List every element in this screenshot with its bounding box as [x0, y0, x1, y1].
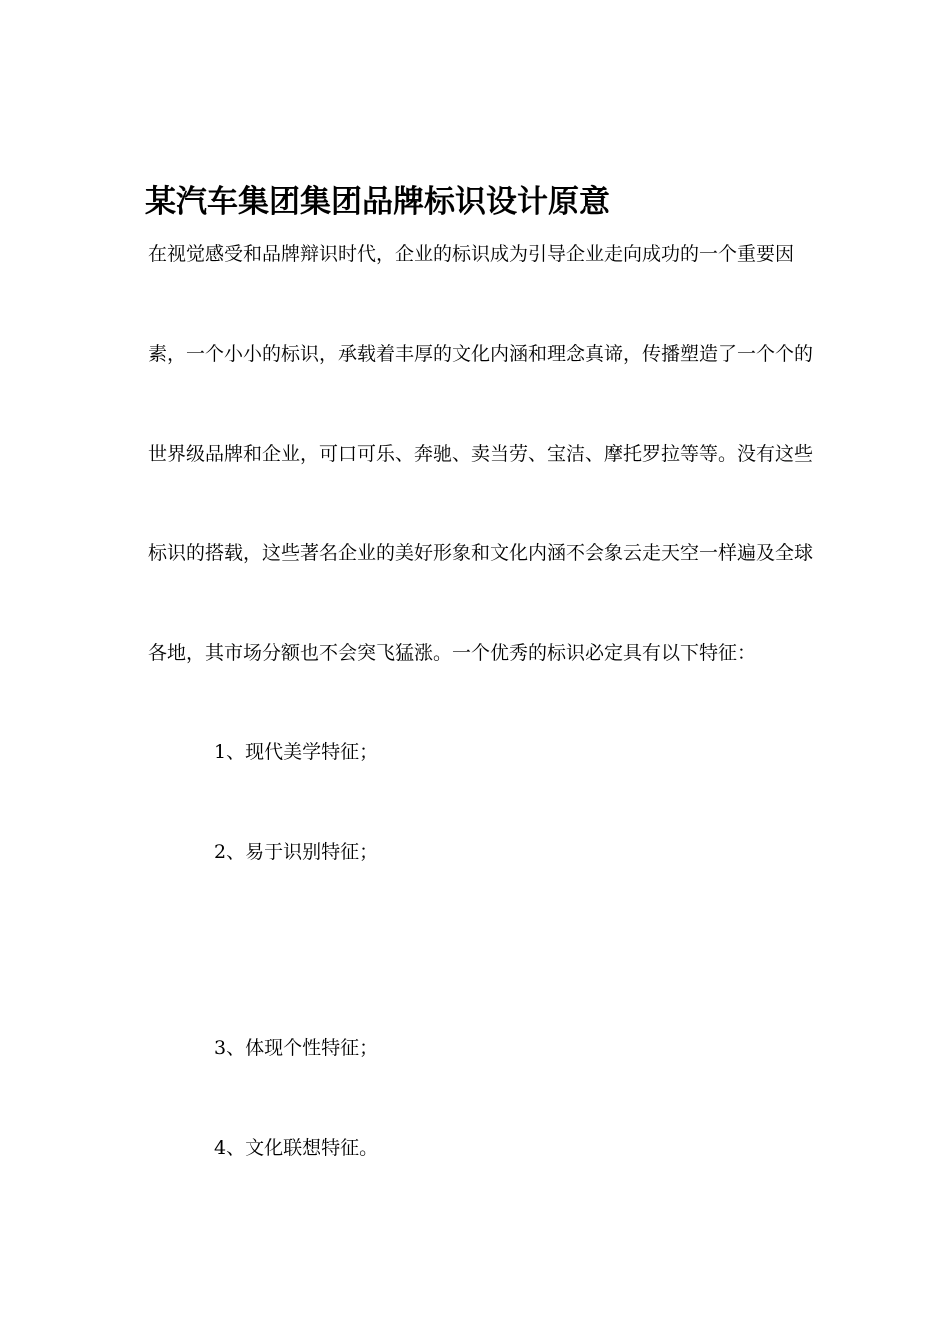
- paragraph-line: 在视觉感受和品牌辩识时代，企业的标识成为引导企业走向成功的一个重要因: [148, 243, 795, 265]
- paragraph-line: 各地，其市场分额也不会突飞猛涨。一个优秀的标识必定具有以下特征：: [148, 642, 757, 664]
- document-title: 某汽车集团集团品牌标识设计原意: [145, 184, 610, 220]
- paragraph-line: 标识的搭载，这些著名企业的美好形象和文化内涵不会象云走天空一样遍及全球: [148, 542, 814, 564]
- feature-item: 4、文化联想特征。: [214, 1137, 379, 1159]
- paragraph-line: 世界级品牌和企业，可口可乐、奔驰、卖当劳、宝洁、摩托罗拉等等。没有这些: [148, 443, 814, 465]
- feature-item: 3、体现个性特征；: [214, 1037, 379, 1059]
- feature-item: 1、现代美学特征；: [214, 741, 379, 763]
- feature-item: 2、易于识别特征；: [214, 841, 379, 863]
- paragraph-line: 素，一个小小的标识，承载着丰厚的文化内涵和理念真谛，传播塑造了一个个的: [148, 343, 814, 365]
